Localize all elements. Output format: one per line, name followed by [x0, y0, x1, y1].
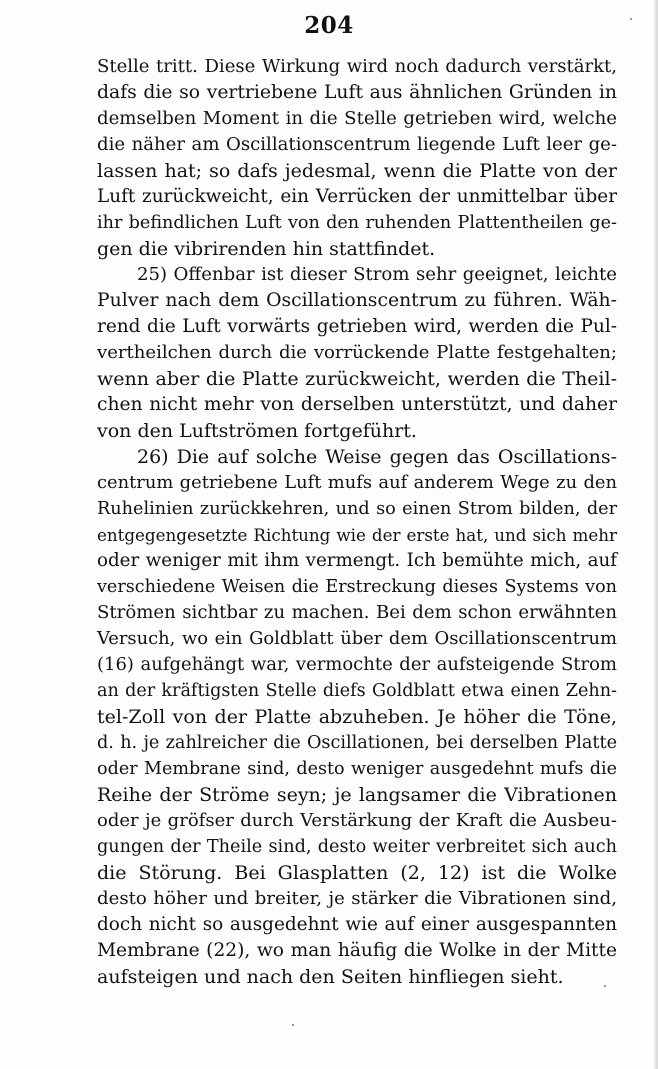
text-line: Ruhelinien zurückkehren, und so einen Strom bilden, der	[97, 499, 617, 519]
text-line: entgegengesetzte Richtung wie der erste hat, und sich mehr	[97, 525, 617, 545]
text-line: demselben Moment in die Stelle getrieben wird, welche	[97, 108, 617, 129]
text-line: wenn aber die Platte zurückweicht, werden die Theil-	[97, 368, 617, 390]
text-line: die Störung. Bei Glasplatten (2, 12) ist die Wolke	[97, 862, 617, 884]
text-line: chen nicht mehr von derselben unterstützt, und daher	[97, 394, 617, 415]
text-line: Strömen sichtbar zu machen. Bei dem schon erwähnten	[97, 602, 617, 623]
text-line: Pulver nach dem Oscillationscentrum zu führen. Wäh-	[97, 290, 617, 311]
text-line: rend die Luft vorwärts getrieben wird, werden die Pul-	[97, 316, 617, 337]
text-line: aufsteigen und nach den Seiten hinfliegen sieht.	[97, 966, 564, 988]
text-line: von den Luftströmen fortgeführt.	[97, 420, 417, 442]
text-line: ihr befindlichen Luft von den ruhenden Plattentheilen ge-	[97, 213, 617, 233]
text-line: gen die vibrirenden hin stattfindet.	[97, 238, 436, 260]
text-line: oder je gröfser durch Verstärkung der Kraft die Ausbeu-	[97, 810, 617, 831]
text-line: Membrane (22), wo man häufig die Wolke in der Mitte	[97, 940, 617, 961]
text-line: vertheilchen durch die vorrückende Platte festgehalten;	[97, 342, 617, 363]
text-line: doch nicht so ausgedehnt wie auf einer ausgespannten	[97, 914, 617, 935]
text-line: d. h. je zahlreicher die Oscillationen, bei derselben Platte	[97, 733, 617, 753]
paragraph-26-start: 26) Die auf solche Weise gegen das Oscillations-	[137, 446, 617, 468]
text-line: lassen hat; so dafs jedesmal, wenn die Platte von der	[97, 160, 617, 182]
text-line: oder weniger mit ihm vermengt. Ich bemühte mich, auf	[97, 550, 617, 571]
paragraph-25-start: 25) Offenbar ist dieser Strom sehr geeignet, leichte	[137, 264, 617, 285]
text-line: gungen der Theile sind, desto weiter verbreitet sich auch	[97, 837, 617, 857]
text-line: desto höher und breiter, je stärker die Vibrationen sind,	[97, 888, 617, 909]
text-line: tel-Zoll von der Platte abzuheben. Je höher die Töne,	[97, 706, 617, 728]
body-text	[97, 54, 617, 990]
page-edge-shadow	[652, 0, 658, 1069]
text-line: verschiedene Weisen die Erstreckung dieses Systems von	[97, 577, 617, 597]
text-line: (16) aufgehängt war, vermochte der aufsteigende Strom	[97, 654, 617, 675]
text-line: Stelle tritt. Diese Wirkung wird noch dadurch verstärkt,	[97, 56, 617, 77]
scan-speck	[604, 985, 606, 987]
scan-speck	[630, 18, 632, 20]
scan-speck	[292, 1024, 294, 1026]
text-line: Reihe der Ströme seyn; je langsamer die Vibrationen	[97, 784, 617, 806]
text-line: an der kräftigsten Stelle diefs Goldblatt etwa einen Zehn-	[97, 681, 617, 701]
text-line: die näher am Oscillationscentrum liegende Luft leer ge-	[97, 134, 617, 155]
text-line: Luft zurückweicht, ein Verrücken der unmittelbar über	[97, 186, 617, 207]
text-line: dafs die so vertriebene Luft aus ähnlichen Gründen in	[97, 82, 617, 103]
text-line: Versuch, wo ein Goldblatt über dem Oscillationscentrum	[97, 628, 617, 649]
text-line: centrum getriebene Luft mufs auf anderem Wege zu den	[97, 472, 617, 493]
page-number: 204	[304, 12, 354, 39]
text-line: oder Membrane sind, desto weniger ausgedehnt mufs die	[97, 759, 617, 779]
